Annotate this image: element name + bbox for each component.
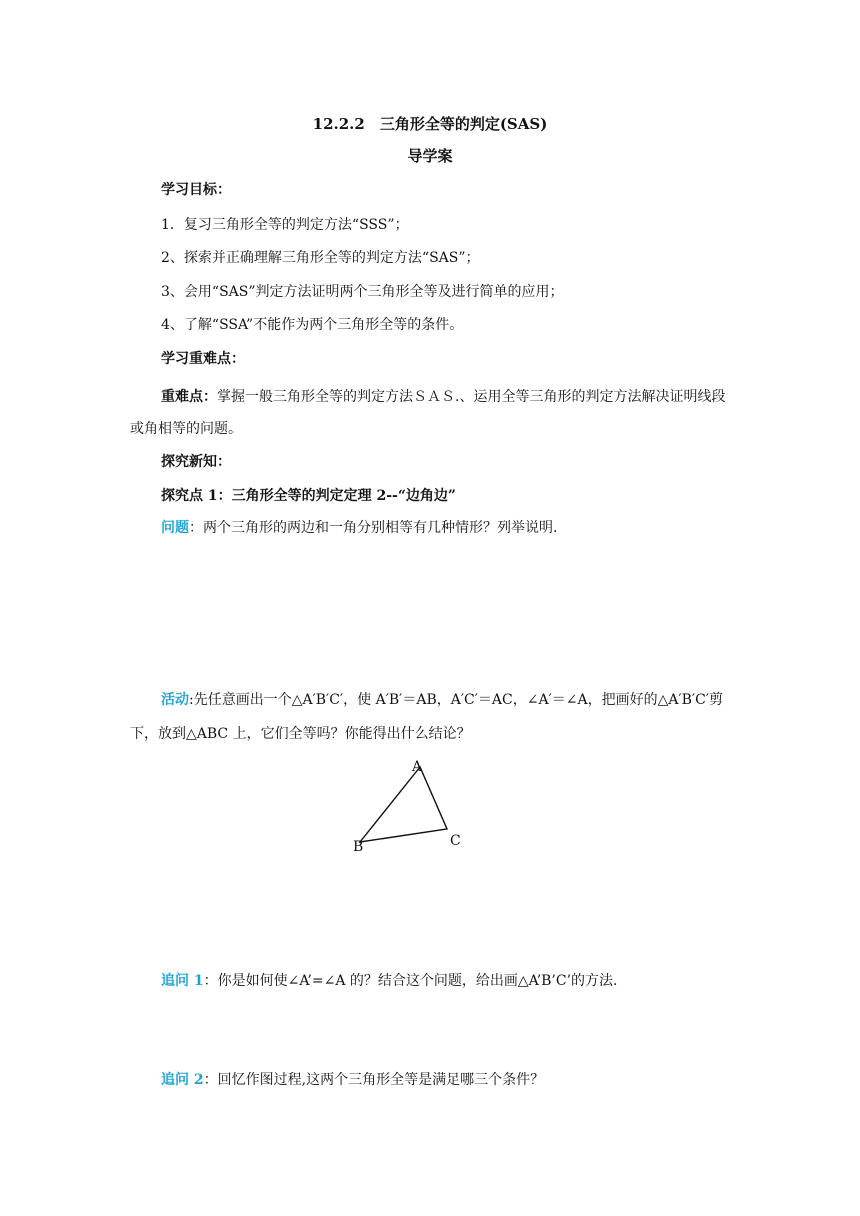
vertex-label-b: B: [353, 839, 364, 855]
key-points-heading: 学习重难点：: [161, 351, 245, 367]
question-line: [161, 518, 557, 538]
question-label: 问题: [161, 520, 189, 536]
triangle-figure: [340, 755, 480, 855]
objective-item-1: 1．复习三角形全等的判定方法“SSS”；: [161, 217, 409, 233]
follow-up-1-text: ：你是如何使∠A’=∠A 的？结合这个问题，给出画△A’B’C’的方法.: [203, 973, 618, 989]
objective-item-3: 3、会用“SAS”判定方法证明两个三角形全等及进行简单的应用；: [161, 284, 564, 300]
objective-item-4: 4、了解“SSA”不能作为两个三角形全等的条件。: [161, 317, 464, 333]
vertex-label-a: A: [412, 759, 423, 775]
objective-item-2: 2、探索并正确理解三角形全等的判定方法“SAS”；: [161, 250, 480, 266]
activity-paragraph: [130, 683, 730, 751]
vertex-label-c: C: [450, 833, 461, 849]
follow-up-2-text: ：回忆作图过程,这两个三角形全等是满足哪三个条件？: [203, 1072, 545, 1088]
triangle-abc: [360, 767, 447, 842]
follow-up-2-line: [161, 1070, 544, 1090]
objectives-heading: 学习目标：: [161, 182, 231, 198]
activity-label: 活动: [161, 692, 189, 708]
explore-heading: 探究新知：: [161, 454, 231, 470]
follow-up-2-label: 追问 2: [161, 1072, 204, 1088]
activity-text: :先任意画出一个△A′B′C′，使 A′B′＝AB，A′C′＝AC，∠A′＝∠A，把画好的△A′B′C′剪下，放到△ABC 上，它们全等吗？你能得出什么结论？: [130, 692, 724, 742]
follow-up-1-label: 追问 1: [161, 973, 204, 989]
follow-up-1-line: [161, 971, 618, 991]
key-points-text: 掌握一般三角形全等的判定方法ＳＡＳ.、运用全等三角形的判定方法解决证明线段或角相等的问题。: [130, 389, 726, 437]
question-text: ：两个三角形的两边和一角分别相等有几种情形？列举说明.: [189, 520, 558, 536]
page-title: 12.2.2 三角形全等的判定(SAS): [312, 115, 548, 133]
key-points-paragraph: [130, 381, 730, 445]
page-subtitle: 导学案: [407, 147, 453, 165]
key-points-label: 重难点：: [161, 389, 217, 405]
explore-point-1: 探究点 1：三角形全等的判定定理 2--“边角边”: [161, 488, 456, 504]
